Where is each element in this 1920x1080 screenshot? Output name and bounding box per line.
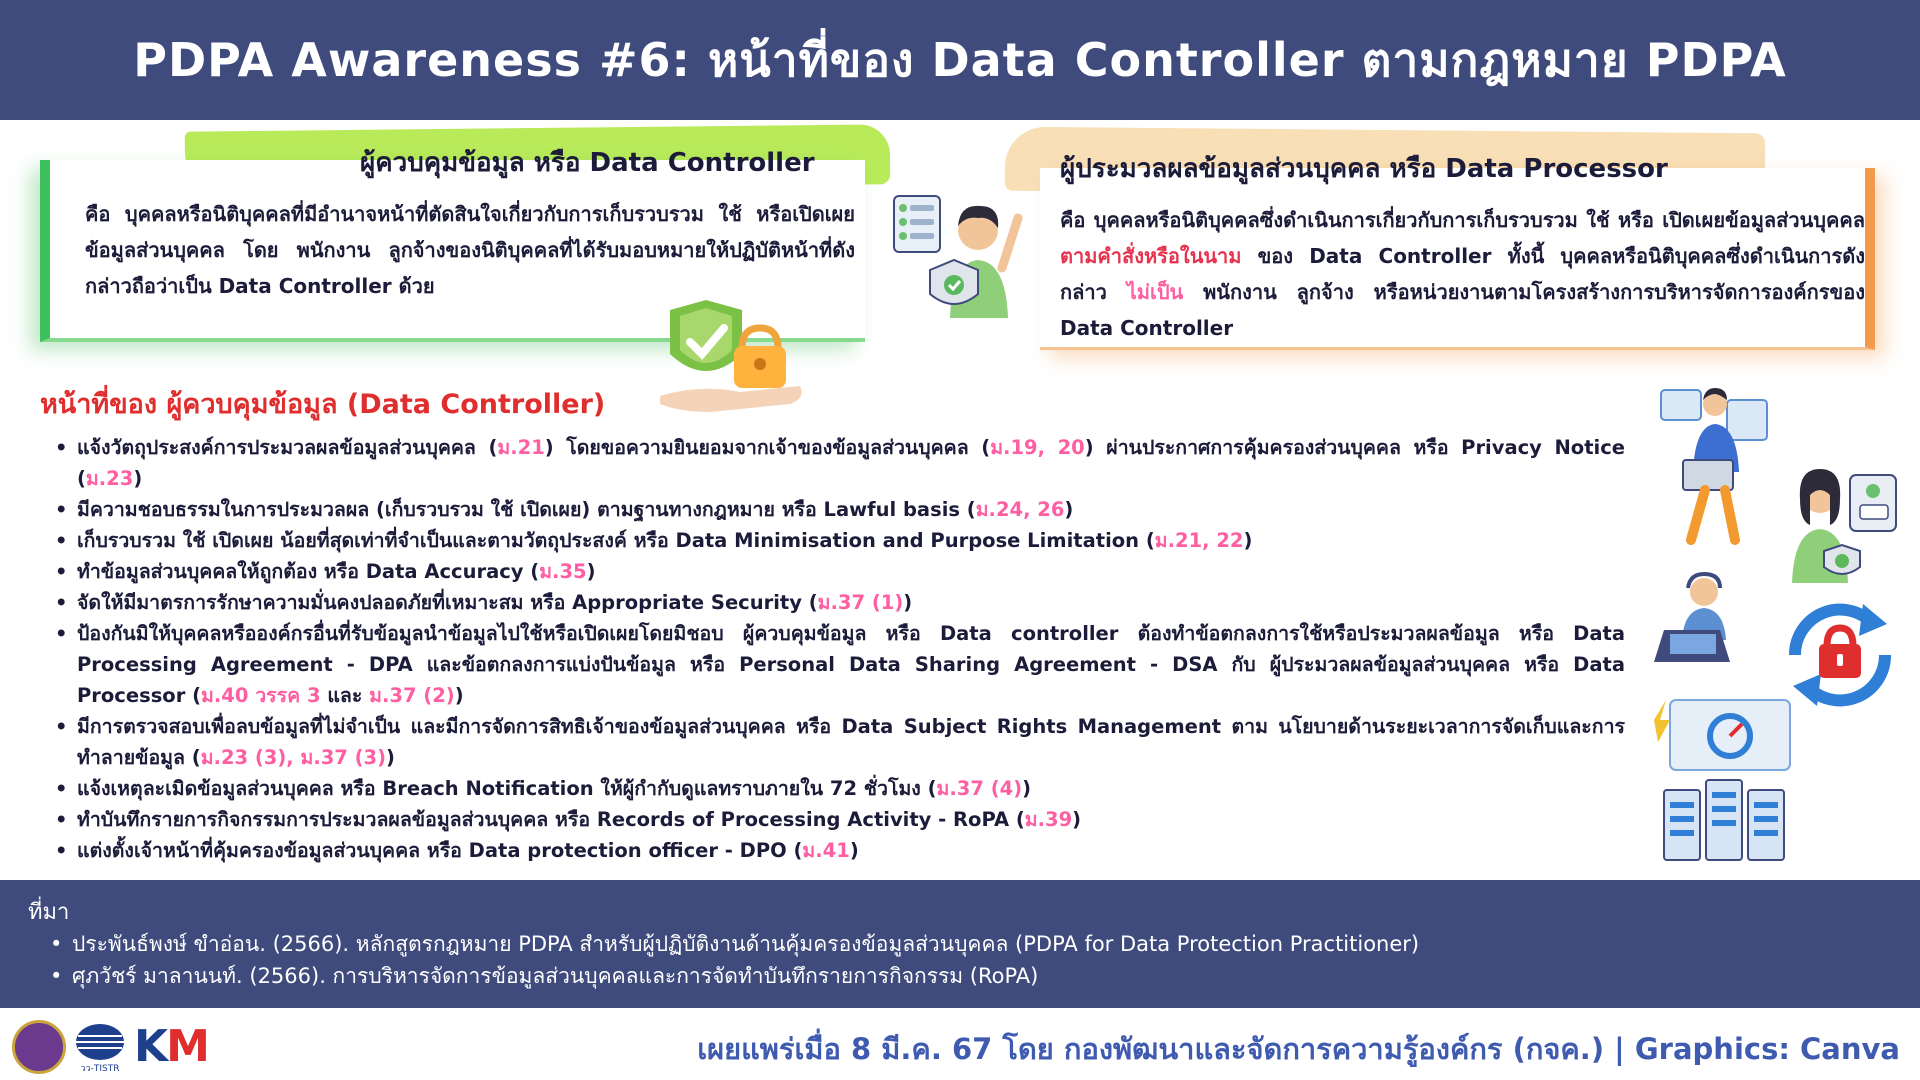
sources-section [0, 880, 1920, 1008]
duty-item: • ทำข้อมูลส่วนบุคคลให้ถูกต้อง หรือ Data Accuracy (ม.35) [55, 556, 1625, 587]
duty-item: • แจ้งเหตุละเมิดข้อมูลส่วนบุคคล หรือ Breach Notification ให้ผู้กำกับดูแลทราบภายใน 72 ชั่วโมง (ม.37 (4)) [55, 773, 1625, 804]
law-reference: ม.19, 20 [990, 436, 1085, 459]
source-item: • ประพันธ์พงษ์ ขำอ่อน. (2566). หลักสูตรกฎหมาย PDPA สำหรับผู้ปฏิบัติงานด้านคุ้มครองข้อมูลส่วนบุคคล (PDPA for Data Protection Practitioner) [50, 928, 1419, 960]
duty-item: • จัดให้มีมาตรการรักษาความมั่นคงปลอดภัยที่เหมาะสม หรือ Appropriate Security (ม.37 (1)) [55, 587, 1625, 618]
km-logo: KM [134, 1021, 208, 1072]
controller-definition: คือ บุคคลหรือนิติบุคคลที่มีอำนาจหน้าที่ตัดสินใจเกี่ยวกับการเก็บรวบรวม ใช้ หรือเปิดเผยข้อมูลส่วนบุคคล โดย พนักงาน ลูกจ้างของนิติบุคคลที่ได้รับมอบหมายให้ปฏิบัติหน้าที่ดังกล่าวถือว่าเป็น Data Controller ด้วย [85, 202, 855, 298]
law-reference: ม.23 [85, 467, 134, 490]
processor-highlight-not: ไม่เป็น [1126, 280, 1184, 304]
duties-heading: หน้าที่ของ ผู้ควบคุมข้อมูล (Data Controller) [40, 389, 606, 420]
lock-hand-icon [650, 300, 810, 420]
teamwork-icon [1655, 380, 1775, 550]
page-title: PDPA Awareness #6: หน้าที่ของ Data Controller ตามกฎหมาย PDPA [133, 32, 1787, 87]
law-reference: ม.37 (2) [369, 684, 455, 707]
publication-credit: เผยแพร่เมื่อ 8 มี.ค. 67 โดย กองพัฒนาและจัดการความรู้องค์กร (กจค.) | Graphics: Canva [697, 1032, 1900, 1066]
processor-highlight-instruction: ตามคำสั่งหรือในนาม [1060, 244, 1242, 268]
law-reference: ม.35 [539, 560, 587, 583]
laptop-support-icon [1650, 570, 1750, 670]
duty-item: • มีความชอบธรรมในการประมวลผล (เก็บรวบรวม ใช้ เปิดเผย) ตามฐานทางกฎหมาย หรือ Lawful basis (ม.24, 26) [55, 494, 1625, 525]
duty-item: • เก็บรวบรวม ใช้ เปิดเผย น้อยที่สุดเท่าที่จำเป็นและตามวัตถุประสงค์ หรือ Data Minimisation and Purpose Limitation (ม.21, 22) [55, 525, 1625, 556]
law-reference: ม.24, 26 [975, 498, 1065, 521]
processor-definition: คือ บุคคลหรือนิติบุคคลซึ่งดำเนินการเกี่ยวกับการเก็บรวบรวม ใช้ หรือ เปิดเผยข้อมูลส่วนบุคคล ตามคำสั่งหรือในนาม ของ Data Controller ทั้งนี้ บุคคลหรือนิติบุคคลซึ่งดำเนินการดังกล่าว ไม่เป็น พนักงาน ลูกจ้าง หรือหน่วยงานตามโครงสร้างการบริหารจัดการองค์กรของ Data Controller [1060, 208, 1865, 340]
law-reference: ม.37 (1) [817, 591, 904, 614]
law-reference: ม.21 [497, 436, 545, 459]
duty-item: • มีการตรวจสอบเพื่อลบข้อมูลที่ไม่จำเป็น และมีการจัดการสิทธิเจ้าของข้อมูลส่วนบุคคล หรือ Data Subject Rights Management ตาม นโยบายด้านระยะเวลาการจัดเก็บและการทำลายข้อมูล (ม.23 (3), ม.37 (3)) [55, 711, 1625, 773]
duty-item: • ทำบันทึกรายการกิจกรรมการประมวลผลข้อมูลส่วนบุคคล หรือ Records of Processing Activity - RoPA (ม.39) [55, 804, 1625, 835]
law-reference: ม.40 วรรค 3 [201, 684, 321, 707]
duty-item: • แต่งตั้งเจ้าหน้าที่คุ้มครองข้อมูลส่วนบุคคล หรือ Data protection officer - DPO (ม.41) [55, 835, 1625, 866]
law-reference: ม.37 (4) [936, 777, 1023, 800]
law-reference: ม.21, 22 [1154, 529, 1244, 552]
tistr-logo [72, 1020, 128, 1074]
duty-item: • ป้องกันมิให้บุคคลหรือองค์กรอื่นที่รับข้อมูลนำข้อมูลไปใช้หรือเปิดเผยโดยมิชอบ ผู้ควบคุมข้อมูล หรือ Data controller ต้องทำข้อตกลงการใช้หรือประมวลผลข้อมูล หรือ Data Processing Agreement - DPA และข้อตกลงการแบ่งปันข้อมูล หรือ Personal Data Sharing Agreement - DSA กับ ผู้ประมวลผลข้อมูลส่วนบุคคล หรือ Data Processor (ม.40 วรรค 3 และ ม.37 (2)) [55, 618, 1625, 711]
sources-label: ที่มา [28, 900, 70, 925]
duty-item: • แจ้งวัตถุประสงค์การประมวลผลข้อมูลส่วนบุคคล (ม.21) โดยขอความยินยอมจากเจ้าของข้อมูลส่วนบุคคล (ม.19, 20) ผ่านประกาศการคุ้มครองส่วนบุคคล หรือ Privacy Notice (ม.23) [55, 432, 1625, 494]
security-woman-icon [1780, 455, 1910, 585]
server-dashboard-icon [1650, 680, 1800, 870]
organization-logo [12, 1020, 66, 1074]
duties-list [55, 432, 1625, 866]
processor-heading: ผู้ประมวลผลข้อมูลส่วนบุคคล หรือ Data Processor [1060, 154, 1668, 184]
controller-heading: ผู้ควบคุมข้อมูล หรือ Data Controller [360, 148, 815, 178]
title-bar [0, 0, 1920, 120]
sources-list [50, 928, 1419, 992]
law-reference: ม.39 [1024, 808, 1073, 831]
law-reference: ม.23 (3), ม.37 (3) [200, 746, 387, 769]
source-item: • ศุภวัชร์ มาลานนท์. (2566). การบริหารจัดการข้อมูลส่วนบุคคลและการจัดทำบันทึกรายการกิจกรรม (RoPA) [50, 960, 1419, 992]
tistr-caption: วว-TISTR [80, 1064, 120, 1074]
law-reference: ม.41 [802, 839, 850, 862]
footer [0, 1008, 1920, 1080]
checklist-person-icon [890, 190, 1030, 320]
